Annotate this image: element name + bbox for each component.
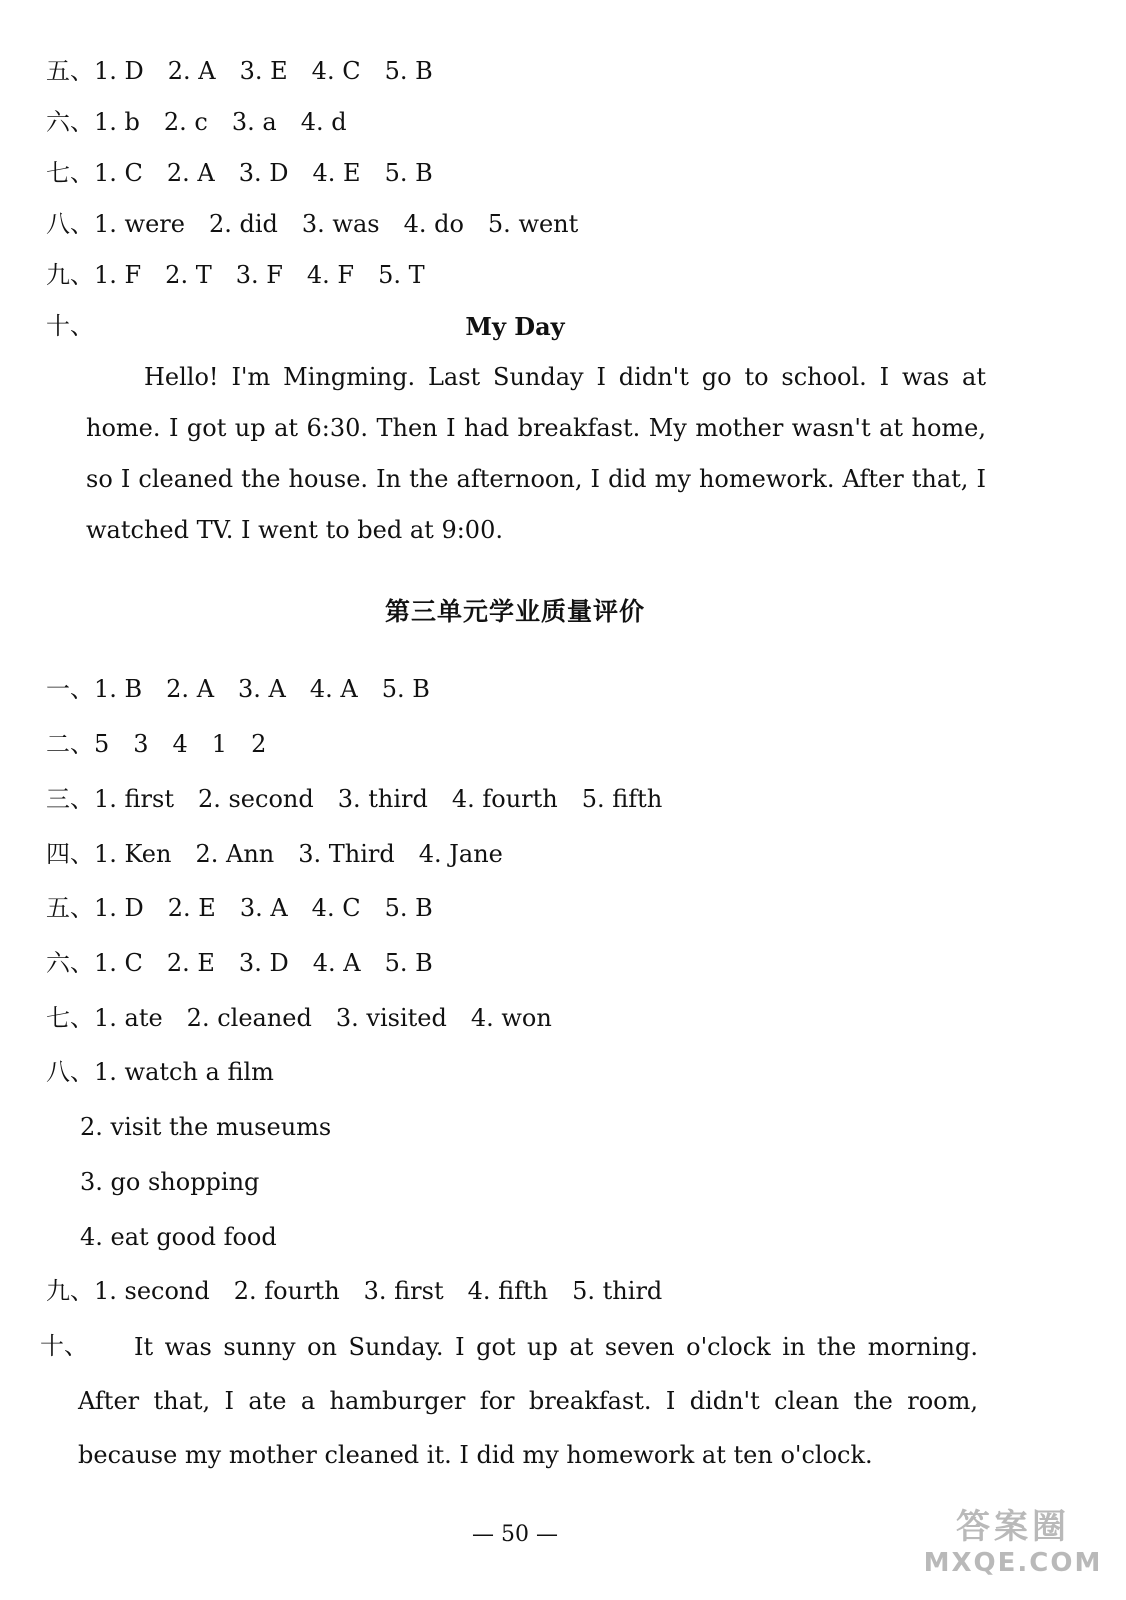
essay-label: 十、 [46,312,94,340]
answer-line-8: 八、1. watch a film [46,1058,274,1086]
answer-line-5: 五、1. D 2. E 3. A 4. C 5. B [46,894,433,922]
answer-line-8-item-4: 4. eat good food [80,1223,277,1251]
answer-line-6: 六、1. C 2. E 3. D 4. A 5. B [46,949,433,977]
watermark-top: 答案圈 [956,1507,1070,1547]
answer-line-8-item-2: 2. visit the museums [80,1113,332,1141]
watermark-logo [918,1506,1108,1586]
section-title: 第三单元学业质量评价 [384,597,645,626]
answer-line-6: 六、1. b 2. c 3. a 4. d [46,108,347,136]
answer-line-9: 九、1. second 2. fourth 3. first 4. fifth 5. third [46,1277,663,1305]
page-number: — 50 — [472,1522,558,1547]
essay-title: My Day [465,312,565,341]
watermark-bottom: MXQE.COM [923,1548,1103,1578]
answer-line-1: 一、1. B 2. A 3. A 4. A 5. B [46,675,430,703]
essay-paragraph: Hello! I'm Mingming. Last Sunday I didn't go to school. I was at home. I got up at 6:30. Then I had breakfast. My mother wasn't at home, so I cleaned the house. In the afternoon, I did my homework. After that, I watched TV. I went to bed at 9:00. [86,363,986,544]
answer-line-4: 四、1. Ken 2. Ann 3. Third 4. Jane [46,840,503,868]
answer-line-7: 七、1. C 2. A 3. D 4. E 5. B [46,159,433,187]
answer-line-5: 五、1. D 2. A 3. E 4. C 5. B [46,57,433,85]
answer-line-2: 二、5 3 4 1 2 [46,730,267,758]
essay-label: 十、 [40,1332,88,1360]
answer-line-9: 九、1. F 2. T 3. F 4. F 5. T [46,261,425,289]
essay-paragraph: It was sunny on Sunday. I got up at seven o'clock in the morning. After that, I ate a hamburger for breakfast. I didn't clean the room, because my mother cleaned it. I did my homework at ten o'clock. [78,1333,978,1469]
answer-line-3: 三、1. first 2. second 3. third 4. fourth 5. fifth [46,785,663,813]
answer-line-7: 七、1. ate 2. cleaned 3. visited 4. won [46,1004,552,1032]
answer-line-8-item-3: 3. go shopping [80,1168,260,1196]
answer-line-8: 八、1. were 2. did 3. was 4. do 5. went [46,210,579,238]
